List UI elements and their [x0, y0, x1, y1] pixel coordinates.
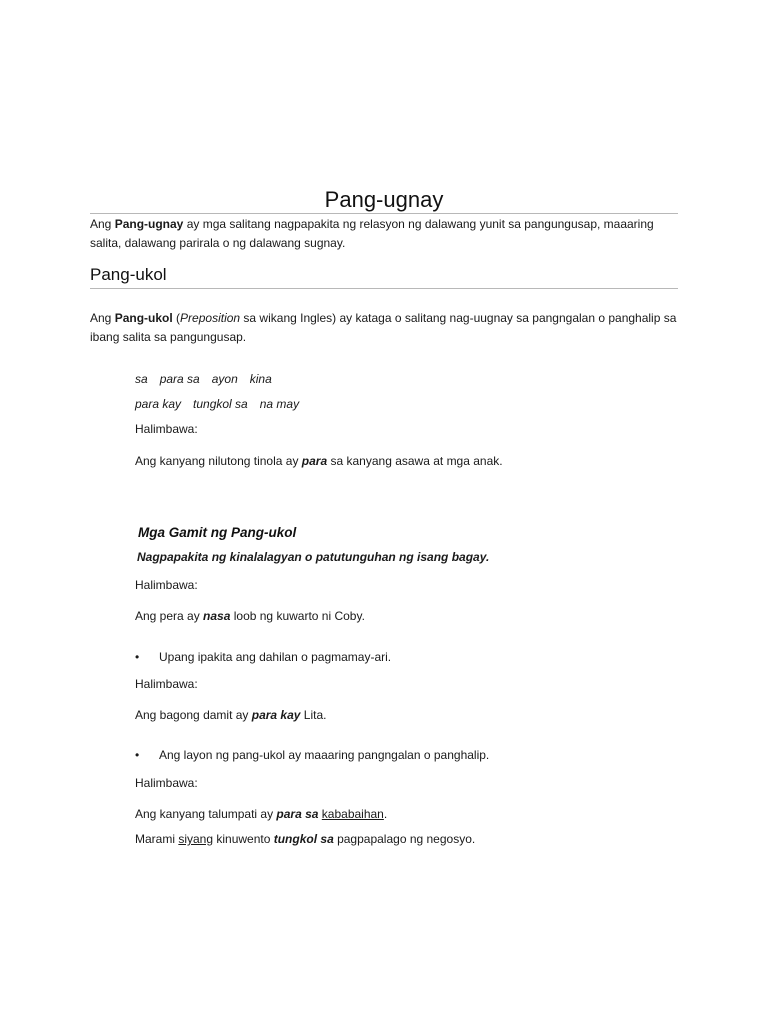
section-divider: [90, 288, 678, 289]
bullet-icon: •: [135, 650, 140, 664]
use-3-example-2: [135, 831, 475, 847]
preposition-word: ayon: [211, 372, 238, 386]
example-label: Halimbawa:: [135, 422, 198, 436]
preposition-list-row-2: [135, 396, 299, 412]
use-3-description: Ang layon ng pang-ukol ay maaaring pangngalan o panghalip.: [159, 748, 490, 762]
definition-text-1: Ang: [90, 311, 115, 325]
example-sentence: [135, 453, 503, 469]
definition-term: Pang-ukol: [114, 311, 173, 325]
example-text-2: sa kanyang asawa at mga anak.: [327, 454, 503, 468]
use-3-example-2-key: tungkol sa: [273, 832, 334, 846]
intro-paragraph: [90, 215, 680, 253]
use-2-example-key: para kay: [251, 708, 301, 722]
preposition-word: kina: [249, 372, 272, 386]
example-text-1: Ang kanyang nilutong tinola ay: [135, 454, 302, 468]
use-1-description: Nagpapakita ng kinalalagyan o patutunguhan ng isang bagay.: [137, 550, 490, 564]
use-3-example-1: [135, 806, 387, 822]
title-divider: [90, 213, 678, 214]
intro-text-2: ay mga salitang nagpapakita ng relasyon ng dalawang yunit sa pangungusap, maaaring salita, dalawang parirala o ng dalawang sugnay.: [90, 217, 654, 250]
use-1-example-label: Halimbawa:: [135, 578, 198, 592]
use-2-example-text-2: Lita.: [300, 708, 327, 722]
use-2-example-label: Halimbawa:: [135, 677, 198, 691]
use-3-example-1-text-3: .: [383, 807, 388, 821]
intro-term: Pang-ugnay: [114, 217, 184, 231]
definition-text-3: sa wikang Ingles) ay kataga o salitang nag-uugnay sa pangngalan o panghalip sa ibang salita sa pangungusap.: [90, 311, 677, 344]
preposition-word: na may: [259, 397, 300, 411]
uses-heading: Mga Gamit ng Pang-ukol: [138, 525, 297, 540]
use-1-example-text-1: Ang pera ay: [135, 609, 204, 623]
use-3-example-1-key: para sa: [276, 807, 319, 821]
use-2-example-text-1: Ang bagong damit ay: [135, 708, 252, 722]
use-2-description: Upang ipakita ang dahilan o pagmamay-ari.: [159, 650, 392, 664]
page-title: Pang-ugnay: [324, 187, 444, 212]
use-3-example-2-text-2: kinuwento: [213, 832, 274, 846]
preposition-word: sa: [135, 372, 148, 386]
use-2-bullet-item: [135, 649, 391, 665]
definition-text-2: (: [172, 311, 181, 325]
preposition-word: tungkol sa: [193, 397, 248, 411]
use-3-example-1-text-1: Ang kanyang talumpati ay: [135, 807, 277, 821]
definition-paragraph: [90, 309, 680, 347]
intro-text-1: Ang: [90, 217, 115, 231]
preposition-list-row-1: [135, 371, 272, 387]
use-1-example-text-2: loob ng kuwarto ni Coby.: [230, 609, 365, 623]
use-1-example: [135, 608, 365, 624]
use-3-example-1-underlined: kababaihan: [321, 807, 384, 821]
use-3-example-2-text-3: pagpapalago ng negosyo.: [333, 832, 476, 846]
use-3-example-2-text-1: Marami: [135, 832, 179, 846]
bullet-icon: •: [135, 748, 140, 762]
use-1-example-key: nasa: [203, 609, 231, 623]
example-key: para: [301, 454, 328, 468]
use-3-bullet-item: [135, 747, 489, 763]
section-heading: Pang-ukol: [90, 265, 167, 284]
preposition-word: para kay: [135, 397, 182, 411]
preposition-word: para sa: [159, 372, 200, 386]
use-3-example-2-underlined: siyang: [178, 832, 214, 846]
use-2-example: [135, 707, 326, 723]
use-3-example-label: Halimbawa:: [135, 776, 198, 790]
definition-english: Preposition: [180, 311, 241, 325]
